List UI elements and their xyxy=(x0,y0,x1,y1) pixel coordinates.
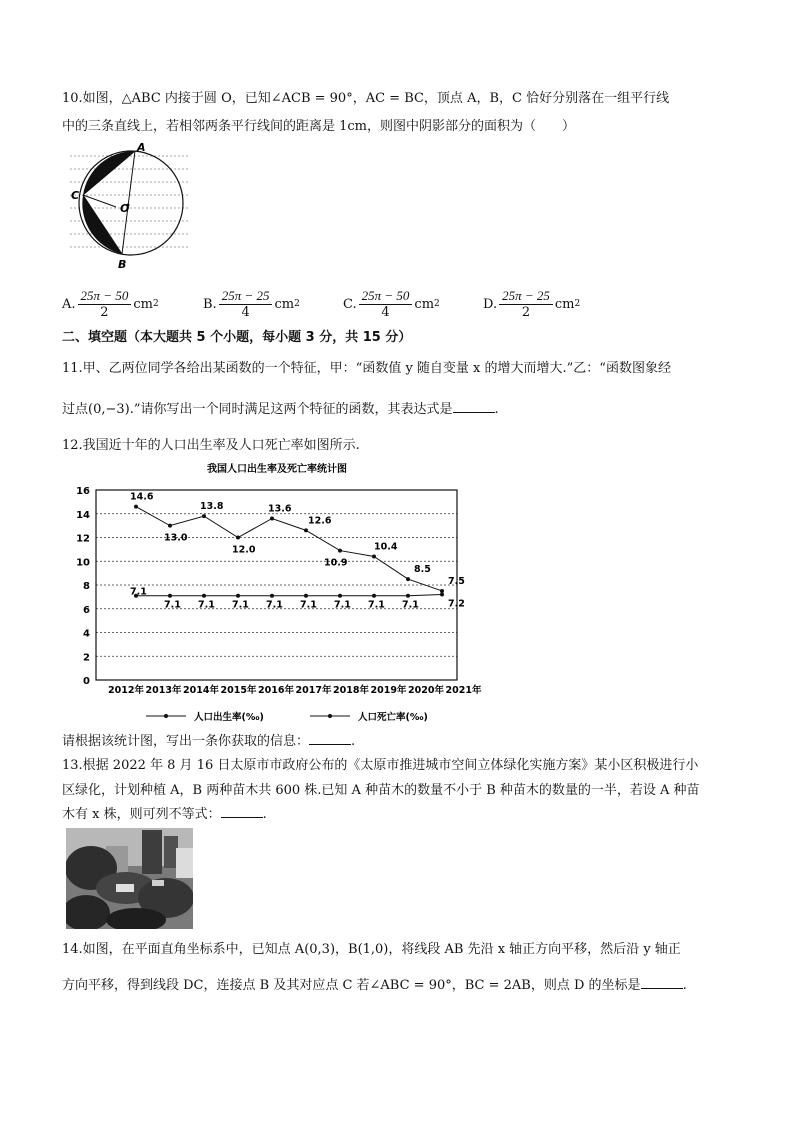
y-tick-label: 0 xyxy=(83,676,90,687)
data-point xyxy=(372,594,376,598)
x-tick-label: 2018年 xyxy=(333,685,369,696)
answer-blank[interactable] xyxy=(309,744,351,745)
fraction: $\frac{25\pi - 50}{4}$ xyxy=(359,288,413,321)
data-label: 7.1 xyxy=(164,599,181,611)
y-tick-label: 14 xyxy=(76,509,90,521)
option-b[interactable]: B. $\frac{25\pi - 25}{4}$ cm 2 xyxy=(203,287,300,320)
data-point xyxy=(372,555,376,559)
data-label: 8.5 xyxy=(414,564,431,576)
q13-line1: 13.根据 2022 年 8 月 16 日太原市市政府公布的《太原市推进城市空间立体绿化实施方案》某小区积极进行小 xyxy=(62,758,699,773)
data-point xyxy=(338,594,342,598)
data-label: 7.5 xyxy=(448,575,465,587)
q14-line1: 14.如图，在平面直角坐标系中，已知点 A(0,3)，B(1,0)，将线段 AB 先沿 x 轴正方向平移，然后沿 y 轴正 xyxy=(62,942,681,957)
data-label: 13.0 xyxy=(164,532,188,544)
q14-line2: 方向平移，得到线段 DC，连接点 B 及其对应点 C 若∠ABC = 90°，BC = 2AB，则点 D 的坐标是 . xyxy=(62,978,687,993)
y-tick-label: 10 xyxy=(76,557,90,569)
q11-line1: 11.甲、乙两位同学各给出某函数的一个特征，甲：“函数值 y 随自变量 x 的增大而增大.”乙：“函数图象经 xyxy=(62,361,671,376)
q12-line1: 12.我国近十年的人口出生率及人口死亡率如图所示. xyxy=(62,438,360,453)
circle-o xyxy=(79,151,183,255)
x-tick-label: 2015年 xyxy=(220,685,257,696)
y-tick-label: 6 xyxy=(83,604,90,616)
option-letter: D. xyxy=(483,296,498,312)
y-tick-label: 4 xyxy=(83,628,90,640)
q10-circle-figure xyxy=(64,142,200,272)
data-point xyxy=(406,594,410,598)
label-o: O xyxy=(120,202,130,215)
data-point xyxy=(236,594,240,598)
data-label: 12.6 xyxy=(308,515,332,527)
data-label: 13.6 xyxy=(268,503,292,515)
y-tick-label: 16 xyxy=(76,486,90,497)
data-point xyxy=(440,593,444,597)
series-line-2 xyxy=(136,595,442,596)
data-point xyxy=(134,505,138,509)
answer-blank[interactable] xyxy=(453,412,495,413)
fraction: $\frac{25\pi - 50}{2}$ xyxy=(78,288,132,321)
data-label: 14.6 xyxy=(130,491,154,503)
data-label: 7.1 xyxy=(232,599,249,611)
data-label: 10.4 xyxy=(374,541,398,553)
greening-photo xyxy=(66,828,193,929)
option-d[interactable]: D. $\frac{25\pi - 25}{2}$ cm 2 xyxy=(483,287,581,320)
q11-line2: 过点(0,−3).”请你写出一个同时满足这两个特征的函数，其表达式是 . xyxy=(62,402,499,417)
x-tick-label: 2020年 xyxy=(408,685,444,696)
chart-title: 我国人口出生率及死亡率统计图 xyxy=(207,464,347,475)
q13-line3: 木有 x 株，则可列不等式： . xyxy=(62,807,267,822)
x-tick-label: 2014年 xyxy=(183,685,219,696)
data-point xyxy=(338,549,342,553)
q13-line2: 区绿化，计划种植 A，B 两种苗木共 600 株.已知 A 种苗木的数量不小于 B 种苗木的数量的一半，若设 A 种苗 xyxy=(62,783,700,798)
option-c[interactable]: C. $\frac{25\pi - 50}{4}$ cm 2 xyxy=(343,287,440,320)
data-point xyxy=(202,594,206,598)
x-tick-label: 2021年 xyxy=(445,685,482,696)
population-chart xyxy=(62,458,492,728)
y-tick-label: 2 xyxy=(83,652,90,664)
x-tick-label: 2019年 xyxy=(370,685,407,696)
fraction: $\frac{25\pi - 25}{2}$ xyxy=(499,288,553,321)
answer-blank[interactable] xyxy=(221,817,263,818)
legend-marker xyxy=(164,714,168,718)
label-c: C xyxy=(71,189,80,202)
x-tick-label: 2013年 xyxy=(145,685,182,696)
data-point xyxy=(270,517,274,521)
q10-line1: 10.如图，△ABC 内接于圆 O，已知∠ACB = 90°，AC = BC，顶点 A，B，C 恰好分别落在一组平行线 xyxy=(62,91,670,106)
label-a: A xyxy=(137,142,146,154)
data-point xyxy=(406,577,410,581)
data-label: 7.1 xyxy=(130,586,147,598)
option-letter: C. xyxy=(343,296,357,312)
data-point xyxy=(168,524,172,528)
answer-blank[interactable] xyxy=(641,988,683,989)
data-point xyxy=(304,528,308,532)
data-point xyxy=(236,536,240,540)
data-label: 7.1 xyxy=(334,599,351,611)
label-b: B xyxy=(118,258,127,271)
q11-text: 过点(0,−3).”请你写出一个同时满足这两个特征的函数，其表达式是 xyxy=(62,402,453,417)
data-label: 13.8 xyxy=(200,501,224,513)
section-title: 二、填空题（本大题共 5 个小题，每小题 3 分，共 15 分） xyxy=(62,330,412,345)
q12-question: 请根据该统计图，写出一条你获取的信息： . xyxy=(62,734,356,749)
option-a[interactable]: A. $\frac{25\pi - 50}{2}$ cm 2 xyxy=(62,287,159,320)
data-label: 7.1 xyxy=(402,599,419,611)
x-tick-label: 2017年 xyxy=(295,685,332,696)
data-label: 10.9 xyxy=(324,557,348,569)
data-label: 7.1 xyxy=(266,599,283,611)
y-tick-label: 12 xyxy=(76,533,90,545)
data-point xyxy=(202,514,206,518)
x-tick-label: 2012年 xyxy=(108,685,144,696)
data-point xyxy=(168,594,172,598)
y-tick-label: 8 xyxy=(83,581,90,592)
legend-label: 人口出生率(‰) xyxy=(194,712,264,723)
fraction: $\frac{25\pi - 25}{4}$ xyxy=(219,288,273,321)
option-letter: B. xyxy=(203,296,217,312)
data-label: 7.1 xyxy=(198,599,215,611)
data-label: 7.2 xyxy=(448,598,465,610)
data-point xyxy=(440,589,444,593)
x-tick-label: 2016年 xyxy=(258,685,294,696)
legend-label: 人口死亡率(‰) xyxy=(358,712,428,723)
data-label: 7.1 xyxy=(368,599,385,611)
data-label: 7.1 xyxy=(300,599,317,611)
data-label: 12.0 xyxy=(232,544,256,556)
data-point xyxy=(304,594,308,598)
q10-line2: 中的三条直线上，若相邻两条平行线间的距离是 1cm，则图中阴影部分的面积为（ ） xyxy=(62,119,576,134)
option-letter: A. xyxy=(62,296,76,312)
legend-marker xyxy=(328,714,332,718)
data-point xyxy=(270,594,274,598)
